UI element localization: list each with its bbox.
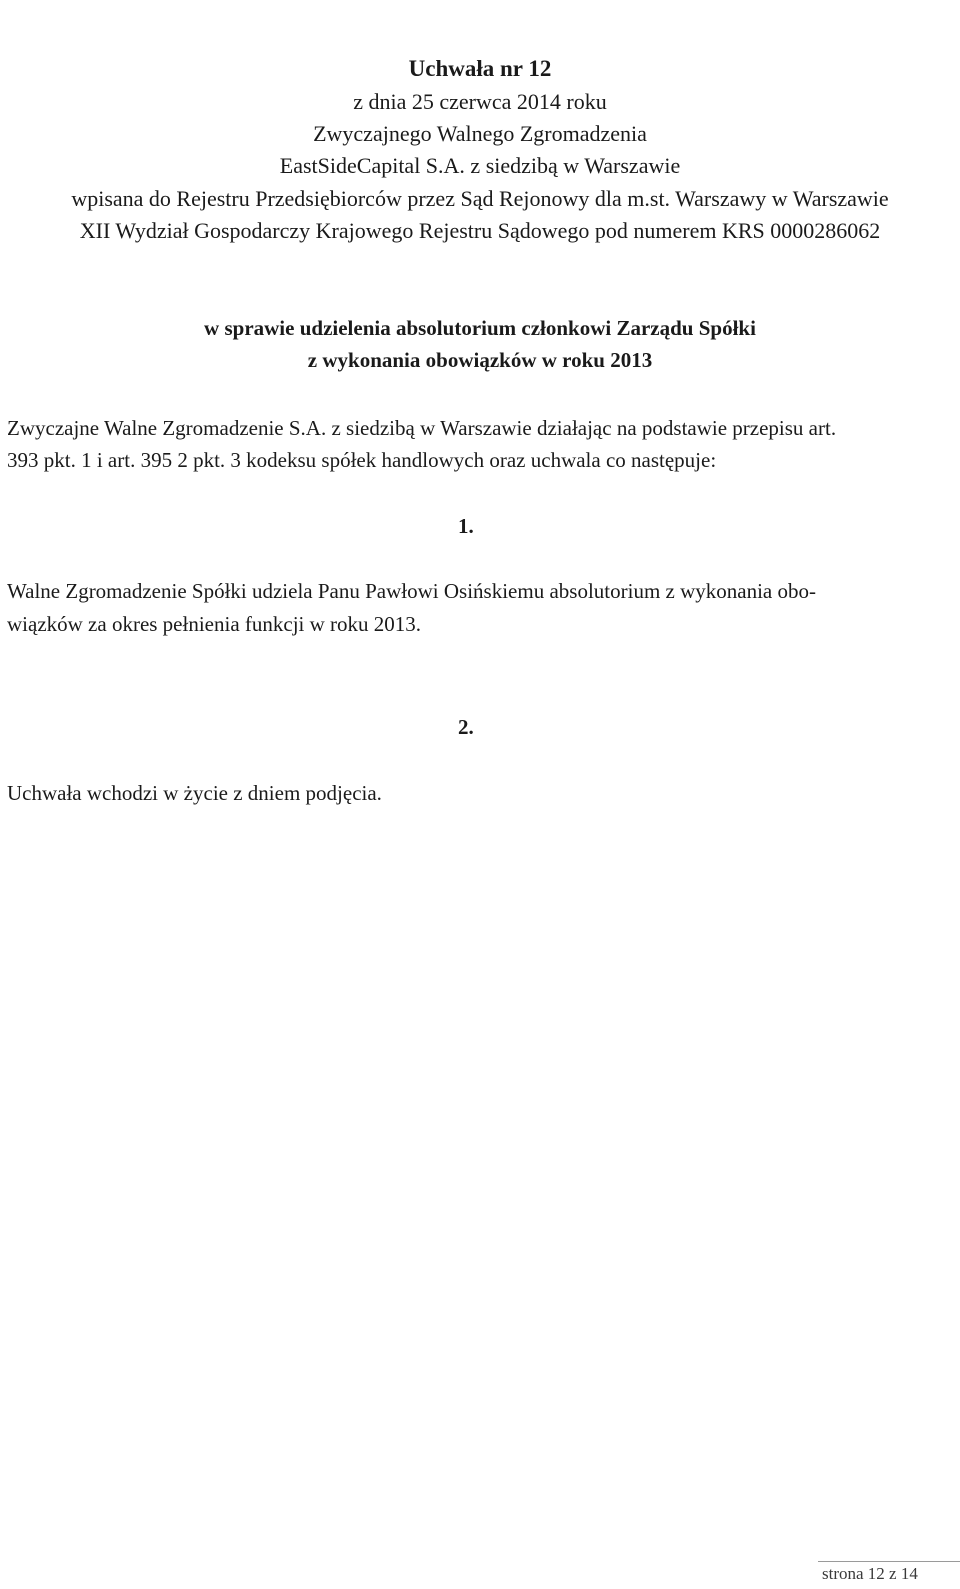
assembly-name: Zwyczajnego Walnego Zgromadzenia [313, 121, 647, 146]
company-name: EastSideCapital S.A. z siedzibą w Warszawie [279, 153, 681, 178]
intro-line-2: 393 pkt. 1 i art. 395 2 pkt. 3 kodeksu spółek handlowych oraz uchwala co następuje: [7, 448, 717, 472]
page-number: strona 12 z 14 [822, 1564, 918, 1583]
section-1-text-line-2: wiązków za okres pełnienia funkcji w roku 2013. [7, 612, 422, 636]
subject-line-2: z wykonania obowiązków w roku 2013 [307, 348, 653, 372]
resolution-date: z dnia 25 czerwca 2014 roku [353, 89, 607, 114]
resolution-title: Uchwała nr 12 [408, 56, 552, 81]
subject-line-1: w sprawie udzielenia absolutorium członkowi Zarządu Spółki [204, 316, 756, 340]
section-heading-1: 1. [458, 514, 474, 538]
section-heading-2: 2. [458, 715, 474, 739]
section-2-text-line-1: Uchwała wchodzi w życie z dniem podjęcia. [7, 781, 382, 805]
intro-line-1: Zwyczajne Walne Zgromadzenie S.A. z siedzibą w Warszawie działając na podstawie przepisu art. [7, 416, 837, 440]
register-info: wpisana do Rejestru Przedsiębiorców przez Sąd Rejonowy dla m.st. Warszawy w Warszawie [71, 186, 889, 211]
section-1-text-line-1: Walne Zgromadzenie Spółki udziela Panu Pawłowi Osińskiemu absolutorium z wykonania obo- [7, 579, 816, 603]
court-info: XII Wydział Gospodarczy Krajowego Rejestru Sądowego pod numerem KRS 0000286062 [79, 218, 881, 243]
